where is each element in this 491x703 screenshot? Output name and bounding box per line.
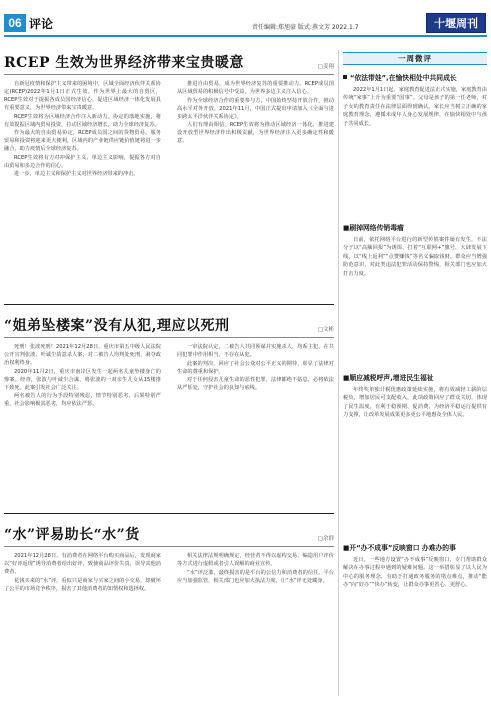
- article-byline: □余群: [317, 536, 334, 542]
- weekly-item-text: 2022年1月1日起，家庭教育促进法正式实施，家庭教育由传统“家事”上升为重要“国事”。父母是孩子的第一任老师，对子女的教育责任在法律层面得到确认。家长应当树立正确的家庭教育理念，遵循未成年人身心发展规律，在愉快相处中与孩子共同成长。: [343, 87, 487, 127]
- weekly-item-title: ■刷掉网络传销毒瘤: [343, 224, 404, 232]
- paragraph: 2020年11月2日，重庆市南岸区发生一起两名儿童坠楼身亡的惨案。经查，张波与叶诚尘合谋，将张波的一双亲生儿女从15楼推下致死。此案引发社会广泛关注。: [4, 368, 161, 391]
- weekly-item: [343, 535, 487, 685]
- article-column-right: [177, 343, 334, 409]
- paragraph: 对于任何侵害儿童生命的恶性犯罪，法律都绝不姑息，必将依法从严惩处，守护社会的良知与底线。: [177, 377, 334, 391]
- article-byline: □姜翔: [317, 64, 334, 70]
- paragraph: 作为全球经济合作的重要参与方，中国始终坚持开放合作，推动高水平对外开放。2021年11月，中国正式提出申请加入《全面与进步跨太平洋伙伴关系协定》。: [177, 97, 334, 120]
- weekly-item-text: 近日，一些地方设置“办不成事”反映窗口，专门帮助群众解决在办事过程中遇到的疑难问题。这一举措彰显了以人民为中心的服务理念，有助于打通政务服务的堵点难点，推动“能办”向“好办”“快办”转变，让群众办事更省心、更舒心。: [343, 557, 487, 589]
- bullet-square-icon: [343, 75, 347, 79]
- paragraph: 两名被告人的行为手段特别残忍，情节特别恶劣，后果特别严重，社会影响极其恶劣，均应依法严惩。: [4, 393, 161, 407]
- article-title: “姐弟坠楼案”没有从犯,理应以死刑: [4, 318, 230, 334]
- article-column-left: [4, 552, 161, 593]
- article-column-right: [177, 80, 334, 179]
- article-column-right: [177, 552, 334, 593]
- article-case: [4, 315, 334, 505]
- paragraph: 相关法律法规明确规定，经营者不得以虚构交易、编造用户评价等方式进行虚假或者引人误解的商业宣传。: [177, 553, 334, 567]
- weekly-item: [343, 65, 487, 215]
- paragraph: 作为最大的自由贸易协定，RCEP成员国之间的货物贸易、服务贸易和投资将迎来更大便利，区域内的产业链供应链价值链将进一步融合，助力疫情后全球经济复苏。: [4, 130, 161, 152]
- article-reviews: [4, 524, 334, 694]
- paragraph: 死刑！张波死刑！2021年12月28日，重庆市第五中级人民法院公开宣判张波、叶诚尘故意杀人案，对二被告人均判处死刑，剥夺政治权利终身。: [4, 344, 161, 366]
- article-rcep: [4, 52, 334, 296]
- commentary-column: [4, 52, 334, 694]
- title-rule: [4, 546, 334, 547]
- paragraph: 自新冠疫情和保护主义带来的困境中，区域全面经济伙伴关系协定(RCEP)2022年1月1日正式生效。作为世界上最大的自贸区，RCEP生效对于提振各成员国经济信心、促进区域经济一体化发展具有重要意义，为世界经济带来宝贵暖意。: [4, 81, 161, 111]
- paragraph: 此案的判决，回应了社会公众对公平正义的期待，彰显了法律对生命的尊重和保护。: [177, 360, 334, 375]
- weekly-comments-column: [343, 52, 487, 685]
- paragraph: 一审法院认定，二被告人共同预谋并实施杀人，均系主犯，在共同犯罪中作用相当，不存在从犯。: [177, 344, 334, 358]
- paragraph: 花钱买来的“水”评，看似只是商家与买家之间的小交易，却破坏了公平的市场竞争秩序，损害了其他消费者的知情权和选择权。: [4, 577, 161, 592]
- paragraph: 进一步，单边主义和保护主义对世界经济带来的冲击。: [14, 171, 139, 177]
- weekly-item-text: 日前，依托网络平台进行的新型传销案件屡有发生，不法分子以“高额回报”为诱饵，打着“互联网+”旗号，大肆发展下线，以“线上返利”“点赞赚钱”等名义骗取钱财。群众应当增强防范意识，对此类违法犯罪活动保持警惕，相关部门也应加大打击力度。: [343, 237, 487, 277]
- paragraph: “水”评泛滥，最终损害的是平台的公信力和消费者的信任。平台应当加强监管，相关部门也应加大执法力度，让“水”评无处藏身。: [177, 569, 334, 584]
- page-header: [0, 0, 491, 40]
- weekly-item: [343, 365, 487, 535]
- paragraph: RCEP生效将有力对冲保护主义、单边主义影响，提振各方对自由贸易和多边合作的信心。: [4, 154, 161, 169]
- paragraph: 人们有理由相信，RCEP生效将为推动区域经济一体化，推进建设开放型世界经济作出积极贡献，为世界经济注入更多确定性和暖意。: [177, 122, 334, 144]
- paragraph: 推进自由贸易，成为世界经济复苏的重要推动力。RCEP成员国从区域贸易的积极信号中受益，为世界多边主义注入信心。: [177, 81, 334, 95]
- paragraph: RCEP生效将为区域经济合作注入新动力。协定的落地实施，将有效提振区域内贸易投资，拉动区域经济增长，助力全球经济复苏。: [4, 113, 161, 128]
- article-divider: [4, 513, 334, 514]
- weekly-item-title: ■开“办不成事”反映窗口 办难办的事: [343, 544, 456, 552]
- weekly-item-title: ■顺应减税呼声,增进民生福祉: [343, 374, 434, 382]
- paragraph: 2021年12月28日，有消费者在网络平台购买商品后，发现商家以“好评返现”诱导消费者给出好评，致使商品评价失真，误导其他消费者。: [4, 553, 161, 575]
- article-title: RCEP 生效为世界经济带来宝贵暖意: [4, 55, 244, 71]
- weekly-comments-title: 一周微评: [343, 52, 487, 65]
- article-byline: □文彬: [317, 327, 334, 333]
- column-divider: [338, 50, 339, 696]
- header-rule: [4, 35, 487, 37]
- weekly-item-text: 年终奖单独计税优惠政策延续实施，将有效减轻工薪阶层税负，增加居民可支配收入。此项政策回应了群众关切，体现了民生温度，有利于稳预期、促消费，为经济平稳运行提供有力支撑，让改革发展成果更多更公平地惠及全体人民。: [343, 387, 487, 419]
- article-column-left: [4, 80, 161, 179]
- article-column-left: [4, 343, 161, 409]
- section-title: 评论: [29, 17, 54, 31]
- title-rule: [4, 74, 334, 75]
- weekly-item-title: “依法带娃”,在愉快相处中共同成长: [350, 74, 457, 82]
- page-number: 06: [4, 14, 26, 32]
- publication-logo: 十堰周刊: [426, 13, 486, 33]
- title-rule: [4, 337, 334, 338]
- editor-info: 责任编辑:郑旭豪 版式:燕文芳 2022.1.7: [252, 24, 359, 31]
- weekly-item: [343, 215, 487, 365]
- article-divider: [4, 304, 334, 305]
- article-title: “水”评易助长“水”货: [4, 527, 140, 543]
